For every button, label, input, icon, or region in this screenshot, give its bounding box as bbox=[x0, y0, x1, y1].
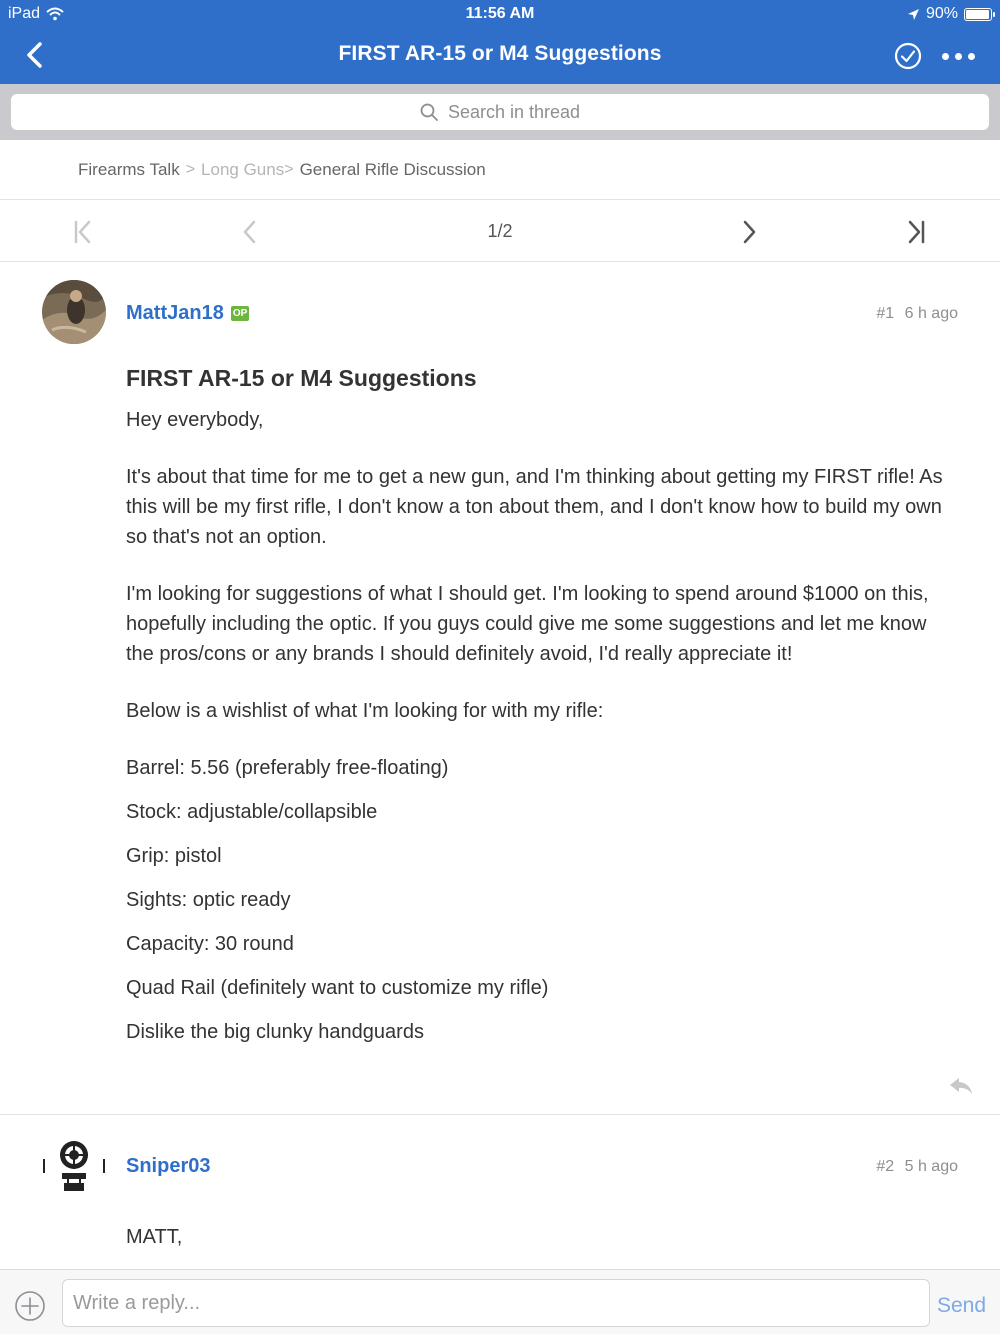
post-paragraph: Hey everybody, bbox=[126, 409, 264, 431]
post-time: 6 h ago bbox=[904, 305, 958, 322]
post-number: #2 bbox=[876, 1158, 895, 1175]
wishlist-item: Stock: adjustable/collapsible bbox=[126, 801, 378, 823]
post-username[interactable] bbox=[126, 1155, 210, 1178]
avatar[interactable] bbox=[42, 280, 106, 344]
chevron-right-icon: > bbox=[284, 160, 294, 178]
post-body bbox=[126, 405, 956, 1047]
back-button[interactable] bbox=[20, 40, 48, 70]
location-arrow-icon bbox=[907, 8, 920, 21]
status-right bbox=[907, 5, 992, 23]
search-placeholder: Search in thread bbox=[447, 101, 581, 122]
wishlist-item: Sights: optic ready bbox=[126, 889, 291, 911]
breadcrumb-item[interactable]: Firearms Talk bbox=[78, 159, 180, 179]
page-indicator: 1/2 bbox=[487, 221, 513, 241]
post-username[interactable] bbox=[126, 302, 249, 325]
page-title: FIRST AR-15 or M4 Suggestions bbox=[338, 42, 662, 65]
reply-icon[interactable] bbox=[948, 1076, 974, 1096]
battery-icon bbox=[964, 8, 992, 21]
breadcrumb bbox=[0, 140, 1000, 200]
last-page-button[interactable] bbox=[901, 217, 931, 247]
op-badge: OP bbox=[232, 308, 248, 319]
post-time: 5 h ago bbox=[904, 1158, 958, 1175]
wishlist-item: Capacity: 30 round bbox=[126, 933, 294, 955]
wishlist-item: Grip: pistol bbox=[126, 845, 222, 867]
dot-icon bbox=[968, 53, 975, 60]
wishlist-item: Quad Rail (definitely want to customize my rifle) bbox=[126, 977, 549, 999]
pagination bbox=[0, 201, 1000, 262]
dot-icon bbox=[942, 53, 949, 60]
check-circle-icon[interactable] bbox=[894, 42, 922, 70]
battery-percent: 90% bbox=[925, 5, 958, 22]
plus-circle-icon bbox=[14, 1290, 46, 1322]
status-bar bbox=[0, 0, 1000, 28]
avatar[interactable] bbox=[42, 1133, 106, 1197]
reply-input[interactable]: Write a reply... bbox=[62, 1279, 930, 1327]
nav-bar bbox=[0, 28, 1000, 84]
top-header bbox=[0, 0, 1000, 84]
search-container bbox=[0, 84, 1000, 140]
post-number: #1 bbox=[876, 305, 895, 322]
chevron-right-icon bbox=[741, 220, 757, 244]
post-meta bbox=[876, 305, 958, 323]
add-attachment-button[interactable] bbox=[14, 1290, 46, 1322]
status-time: 11:56 AM bbox=[465, 5, 535, 22]
dot-icon bbox=[955, 53, 962, 60]
username-text[interactable]: MattJan18 bbox=[126, 302, 224, 324]
wishlist-item: Dislike the big clunky handguards bbox=[126, 1021, 424, 1043]
compose-bar bbox=[0, 1269, 1000, 1334]
next-page-button[interactable] bbox=[734, 217, 764, 247]
search-icon bbox=[420, 103, 438, 121]
breadcrumb-item[interactable]: Long Guns bbox=[201, 159, 285, 179]
post-body bbox=[126, 1222, 956, 1252]
post-paragraph: Below is a wishlist of what I'm looking for with my rifle: bbox=[126, 700, 604, 722]
post-paragraph: I'm looking for suggestions of what I should get. I'm looking to spend around $1000 on this, hopefully including the optic. If you guys could give me some suggestions and let me know the pros/cons or any brands I should definitely avoid, I'd really appreciate it! bbox=[126, 583, 929, 665]
breadcrumb-item[interactable]: General Rifle Discussion bbox=[299, 159, 486, 179]
post-meta bbox=[876, 1158, 958, 1176]
chevron-left-icon bbox=[24, 41, 44, 69]
device-label: iPad bbox=[8, 5, 41, 22]
send-button[interactable]: Send bbox=[936, 1294, 986, 1317]
username-text[interactable]: Sniper03 bbox=[126, 1155, 211, 1177]
post-paragraph: MATT, bbox=[126, 1226, 183, 1248]
post-title: FIRST AR-15 or M4 Suggestions bbox=[126, 365, 477, 391]
last-page-icon bbox=[906, 220, 926, 244]
post-divider bbox=[0, 1114, 1000, 1115]
post-paragraph: It's about that time for me to get a new gun, and I'm thinking about getting my FIRST rifle! As this will be my first rifle, I don't know a ton about them, and I don't know how to build my own so that's not an option. bbox=[126, 466, 943, 548]
wishlist-item: Barrel: 5.56 (preferably free-floating) bbox=[126, 757, 449, 779]
search-input[interactable] bbox=[11, 94, 989, 130]
more-options-button[interactable] bbox=[938, 42, 978, 70]
chevron-right-icon: > bbox=[185, 160, 196, 178]
